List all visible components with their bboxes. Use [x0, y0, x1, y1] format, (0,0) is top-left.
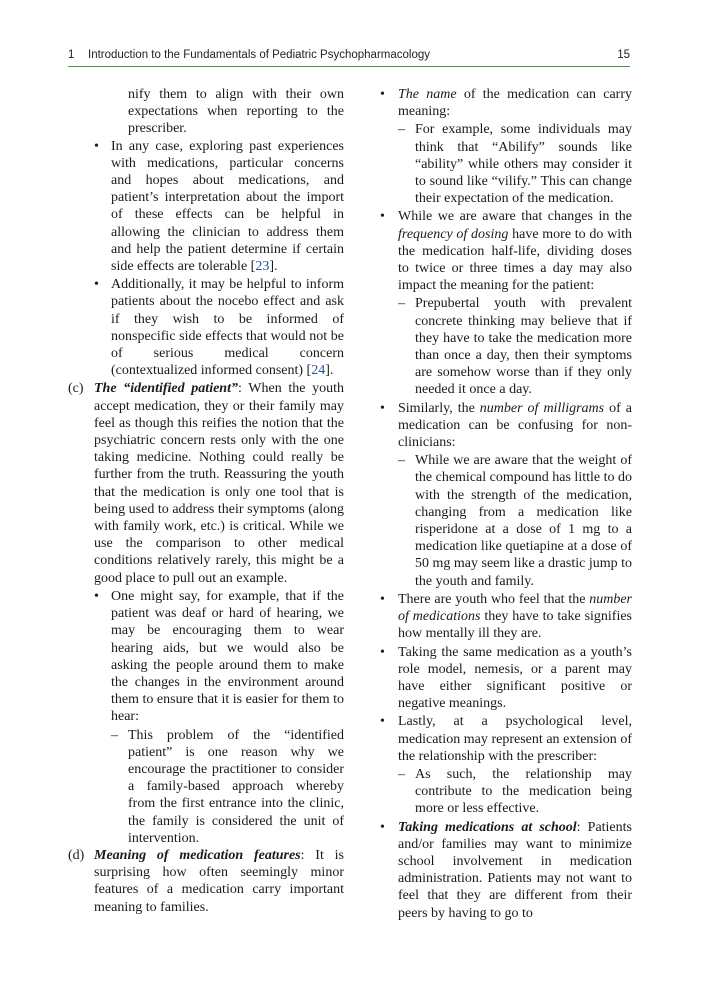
- continued-text: nify them to align with their own expectations when reporting to the prescriber.: [128, 87, 344, 137]
- list-item-body: Similarly, the: [398, 400, 480, 416]
- emphasis: frequency of dosing: [398, 226, 509, 242]
- dash-marker: –: [398, 453, 405, 469]
- bullet-marker: •: [380, 819, 385, 835]
- list-item-text: Additionally, it may be helpful to inform patients about the nocebo effect and ask if they wish to be informed of nonspecific side effects that would not be of serious medical concern (contextualized informed consent) [24].: [111, 277, 344, 379]
- section-marker: (d): [68, 847, 85, 863]
- citation-link[interactable]: 24: [311, 363, 326, 379]
- sub-list-item: [378, 452, 632, 590]
- sub-list-item: [68, 727, 344, 847]
- sub-list-item: [378, 766, 632, 818]
- list-item-body: of the medication can carry meaning:: [398, 87, 632, 120]
- dash-marker: –: [398, 766, 405, 782]
- list-item: [68, 276, 344, 379]
- list-item: [378, 713, 632, 765]
- bullet-marker: •: [380, 209, 385, 225]
- list-item-text: Taking the same medication as a youth’s role model, nemesis, or a parent may have either significant positive or negative meanings.: [398, 644, 632, 712]
- bullet-marker: •: [380, 591, 385, 607]
- section-body: : When the youth accept medication, they or their family may feel as though this reifies the notion that the psychiatric concern rests only with the one taking medicine. Nothing could really be further from the truth. Reassuring the youth that the medication is only one tool that is being used to address their symptoms (along with family work, etc.) is critical. While we use the comparison to other medical conditions relatively rarely, this might be a good place to pull out an example.: [94, 381, 344, 586]
- section-d: [68, 847, 344, 916]
- right-column: [378, 86, 632, 923]
- list-item-body: have more to do with the medication half-life, dividing doses to twice or three times a day may also impact the meaning for the patient:: [398, 226, 632, 294]
- bullet-marker: •: [94, 588, 99, 604]
- dash-marker: –: [111, 727, 118, 743]
- bullet-marker: •: [380, 400, 385, 416]
- list-item-body: : Patients and/or families may want to minimize school involvement in medication administration. Patients may not want to feel that they are different from their peers by having to go to: [398, 819, 632, 921]
- section-heading: The “identified patient”: [94, 381, 238, 397]
- list-item-body: of a medication can be confusing for non-clinicians:: [398, 400, 632, 451]
- sub-list-item-text: While we are aware that the weight of the chemical compound has little to do with the strength of the medication, changing from a medication like risperidone at a dose of 1 mg to a medication like quetiapine at a dose of 50 mg may seem like a drastic jump to the youth and family.: [415, 453, 632, 589]
- emphasis: number of milligrams: [479, 400, 605, 416]
- emphasis-heading: Taking medications at school: [398, 819, 577, 835]
- list-item-body: they have to take signifies how mentally ill they are.: [398, 609, 633, 642]
- list-item: [378, 400, 632, 452]
- section-body: : It is surprising how often seemingly minor features of a medication carry important meaning to families.: [94, 847, 344, 915]
- running-header: [68, 49, 630, 65]
- list-item: [68, 588, 344, 726]
- dash-marker: –: [398, 122, 405, 138]
- emphasis: The name: [398, 87, 457, 102]
- sub-list-item-text: Prepubertal youth with prevalent concrete thinking may believe that if they have to take the medication more than once a day, then their symptoms are somehow worse than if they only needed it once a day.: [415, 296, 632, 398]
- list-item: [378, 644, 632, 713]
- section-text: [94, 380, 344, 586]
- sub-list-item: [378, 295, 632, 398]
- list-item-text: [111, 138, 344, 276]
- bullet-marker: •: [94, 138, 99, 154]
- bullet-marker: •: [380, 644, 385, 660]
- dash-marker: –: [398, 296, 405, 312]
- sub-list-item-text: For example, some individuals may think that “Abilify” sounds like “ability” while others may consider it to sound like “vilify.” This can change their expectation of the medication.: [415, 122, 632, 207]
- past-experiences-text: In any case, exploring past experiences with medications, particular concerns and hopes about medications, and patient’s interpretation about the import of these effects can be helpful in allowing the clinician to address them and help the patient determine if certain side effects are tolerable [23].: [111, 138, 344, 275]
- list-item-text: [398, 819, 632, 922]
- header-rule: [68, 66, 630, 67]
- bullet-marker: •: [380, 714, 385, 730]
- bullet-marker: •: [94, 277, 99, 293]
- citation-link[interactable]: 23: [255, 259, 270, 275]
- sub-list-item-text: As such, the relationship may contribute to the medication being more or less effective.: [415, 766, 632, 817]
- list-item-text: Lastly, at a psychological level, medication may represent an extension of the relationship with the prescriber:: [398, 714, 632, 764]
- bullet-marker: •: [380, 87, 385, 102]
- list-item-text: [398, 591, 632, 643]
- list-item-text: One might say, for example, that if the patient was deaf or hard of hearing, we may be encouraging them to wear hearing aids, but we would also be asking the people around them to make the changes in the environment around them to ensure that it is easier for them to hear:: [111, 588, 344, 725]
- section-marker: (c): [68, 381, 84, 397]
- list-item: [378, 208, 632, 294]
- list-item: [378, 591, 632, 643]
- list-item-text: [398, 400, 632, 452]
- page-number: 15: [617, 49, 630, 61]
- sub-list-item-text: This problem of the “identified patient” is one reason why we encourage the practitioner to consider a family-based approach whereby from the first entrance into the clinic, the family is considered the unit of intervention.: [128, 727, 344, 846]
- list-item-text: [398, 208, 632, 294]
- chapter-number: 1: [68, 49, 75, 61]
- emphasis: number of medications: [398, 591, 632, 625]
- chapter-title: Introduction to the Fundamentals of Pediatric Psychopharmacology: [88, 49, 430, 61]
- left-column: [68, 86, 344, 917]
- continued-paragraph: [68, 86, 344, 138]
- list-item: [68, 138, 344, 276]
- section-c: [68, 380, 344, 586]
- sub-list-item: [378, 121, 632, 207]
- list-item: [378, 819, 632, 922]
- list-item-body: There are youth who feel that the: [398, 591, 590, 607]
- list-item: [378, 86, 632, 120]
- section-heading: Meaning of medication features: [94, 847, 301, 863]
- list-item-text: [398, 86, 632, 120]
- section-text: [94, 847, 344, 916]
- list-item-body: While we are aware that changes in the: [398, 209, 632, 225]
